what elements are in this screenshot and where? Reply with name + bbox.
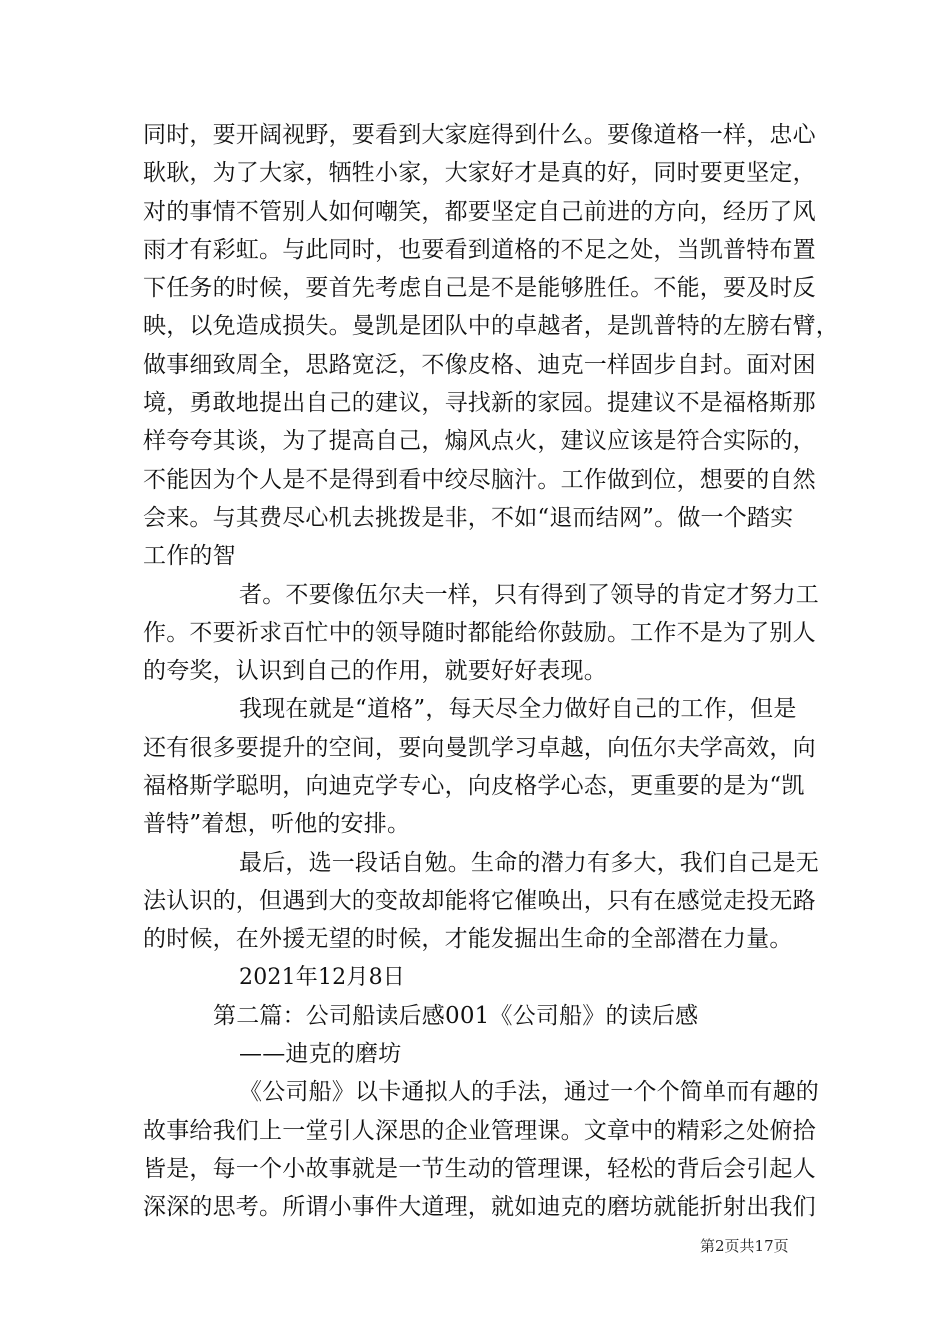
text-line: 工作的智	[143, 543, 236, 570]
text-line: 的夸奖，认识到自己的作用，就要好好表现。	[143, 658, 607, 685]
text-line: 同时，要开阔视野，要看到大家庭得到什么。要像道格一样，忠心	[143, 122, 816, 148]
text-line: 深深的思考。所谓小事件大道理，就如迪克的磨坊就能折射出我们	[143, 1194, 816, 1221]
page-number: 第2页共17页	[700, 1237, 789, 1255]
text-line: 《公司船》以卡通拟人的手法，通过一个个简单而有趣的	[239, 1079, 819, 1106]
section-title: 第二篇：公司船读后感001《公司船》的读后感	[213, 1002, 699, 1029]
text-line: 会来。与其费尽心机去挑拨是非，不如“退而结网”。做一个踏实	[143, 504, 794, 531]
text-line: 样夸夸其谈，为了提高自己，煽风点火，建议应该是符合实际的，	[143, 428, 816, 455]
text-line: 我现在就是“道格”，每天尽全力做好自己的工作，但是	[239, 696, 797, 723]
text-line: 下任务的时候，要首先考虑自己是不是能够胜任。不能，要及时反	[143, 275, 816, 302]
text-line: 做事细致周全，思路宽泛，不像皮格、迪克一样固步自封。面对困	[143, 351, 816, 378]
text-line: 还有很多要提升的空间，要向曼凯学习卓越，向伍尔夫学高效，向	[143, 734, 816, 761]
text-line: 境，勇敢地提出自己的建议，寻找新的家园。提建议不是福格斯那	[143, 390, 816, 417]
text-line: 故事给我们上一堂引人深思的企业管理课。文章中的精彩之处俯拾	[143, 1117, 816, 1144]
document-body	[143, 116, 839, 1227]
text-line: 皆是，每一个小故事就是一节生动的管理课，轻松的背后会引起人	[143, 1156, 816, 1183]
text-line: 最后，选一段话自勉。生命的潜力有多大，我们自己是无	[239, 849, 819, 876]
text-line: 者。不要像伍尔夫一样，只有得到了领导的肯定才努力工	[239, 581, 819, 608]
text-line: 法认识的，但遇到大的变故却能将它催唤出，只有在感觉走投无路	[143, 887, 816, 914]
date-line: 2021年12月8日	[239, 964, 405, 990]
text-line: 不能因为个人是不是得到看中绞尽脑汁。工作做到位，想要的自然	[143, 466, 816, 493]
section-subtitle: ——迪克的磨坊	[239, 1041, 402, 1068]
text-line: 福格斯学聪明，向迪克学专心，向皮格学心态，更重要的是为“凯	[143, 773, 805, 800]
text-line: 的时候，在外援无望的时候，才能发掘出生命的全部潜在力量。	[143, 926, 793, 953]
text-line: 雨才有彩虹。与此同时，也要看到道格的不足之处，当凯普特布置	[143, 236, 816, 263]
text-line: 耿耿，为了大家，牺牲小家，大家好才是真的好，同时要更坚定，	[143, 160, 816, 187]
text-line: 对的事情不管别人如何嘲笑，都要坚定自己前进的方向，经历了风	[143, 198, 816, 225]
text-line: 普特”着想，听他的安排。	[143, 811, 411, 838]
text-line: 作。不要祈求百忙中的领导随时都能给你鼓励。工作不是为了别人	[143, 619, 816, 646]
text-line: 映，以免造成损失。曼凯是团队中的卓越者，是凯普特的左膀右臂，	[143, 313, 839, 340]
